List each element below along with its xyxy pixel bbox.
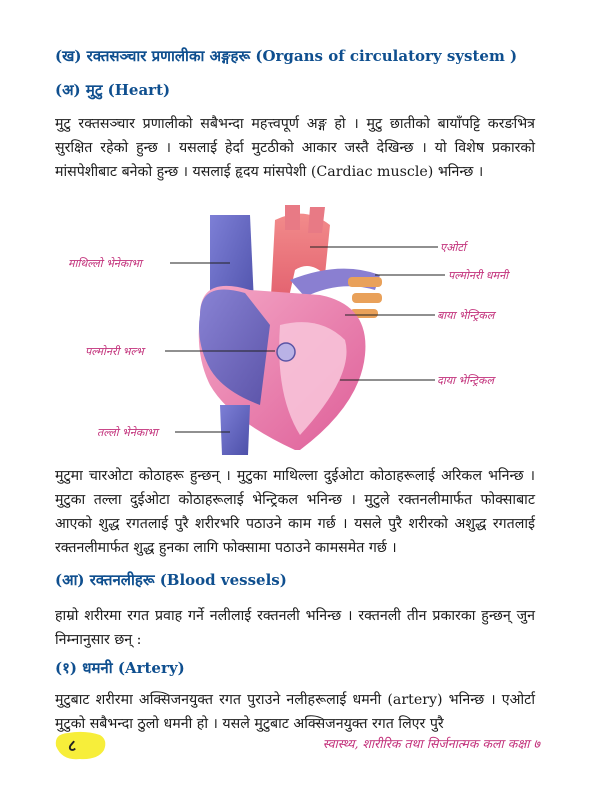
label-pulmonary-artery: पल्मोनरी धमनी <box>448 269 509 282</box>
label-inferior-vena-cava: तल्लो भेनेकाभा <box>97 426 158 439</box>
label-superior-vena-cava: माथिल्लो भेनेकाभा <box>68 257 142 270</box>
label-pulmonary-valve: पल्मोनरी भल्भ <box>85 345 144 358</box>
footer-book-title: स्वास्थ्य, शारीरिक तथा सिर्जनात्मक कला कक्षा ७ <box>322 736 540 751</box>
page-number-blob <box>50 728 110 764</box>
paragraph-heart-chambers: मुटुमा चारओटा कोठाहरू हुन्छन् । मुटुका माथिल्ला दुईओटा कोठाहरूलाई अरिकल भनिन्छ । मुटुका तल्ला दुईओटा कोठाहरूलाई भेन्ट्रिकल भनिन्छ । मुटुले रक्तनलीमार्फत फोक्साबाट आएको शुद्ध रगतलाई पुरै शरीरभरि पठाउने काम गर्छ । यसले पुरै शरीरको अशुद्ध रगतलाई रक्तनलीमार्फत शुद्ध हुनका लागि फोक्सामा पठाउने कामसमेत गर्छ । <box>55 468 535 556</box>
subheading-artery: (१) धमनी (Artery) <box>55 659 185 677</box>
inferior-vena-cava-shape <box>220 405 250 455</box>
paragraph-heart-intro: मुटु रक्तसञ्चार प्रणालीको सबैभन्दा महत्त्वपूर्ण अङ्ग हो । मुटु छातीको बायाँपट्टि करङभित्र सुरक्षित रहेको हुन्छ । यसलाई हेर्दा मुटठीको आकार जस्तै देखिन्छ । यो विशेष प्रकारको मांसपेशीबाट बनेको हुन्छ । यसलाई हृदय मांसपेशी (Cardiac muscle) भनिन्छ । <box>55 116 535 180</box>
page-number: ८ <box>68 736 77 755</box>
pulmonary-valve-shape <box>277 343 295 361</box>
label-left-ventricle: बाया भेन्ट्रिकल <box>437 309 495 322</box>
subheading-blood-vessels: (आ) रक्तनलीहरू (Blood vessels) <box>55 571 287 589</box>
subheading-heart: (अ) मुटु (Heart) <box>55 81 171 99</box>
paragraph-artery: मुटुबाट शरीरमा अक्सिजनयुक्त रगत पुराउने नलीहरूलाई धमनी (artery) भनिन्छ । एओर्टा मुटुको सबैभन्दा ठुलो धमनी हो । यसले मुटुबाट अक्सिजनयुक्त रगत लिएर पुरै <box>55 692 535 732</box>
section-heading-organs: (ख) रक्तसञ्चार प्रणालीका अङ्गहरू (Organs of circulatory system ) <box>55 47 518 65</box>
paragraph-blood-vessels: हाम्रो शरीरमा रगत प्रवाह गर्ने नलीलाई रक्तनली भनिन्छ । रक्तनली तीन प्रकारका हुन्छन् जुन निम्नानुसार छन् : <box>55 608 535 648</box>
page-number-badge <box>50 728 110 764</box>
label-aorta: एओर्टा <box>440 241 466 254</box>
label-right-ventricle: दाया भेन्ट्रिकल <box>437 374 494 387</box>
